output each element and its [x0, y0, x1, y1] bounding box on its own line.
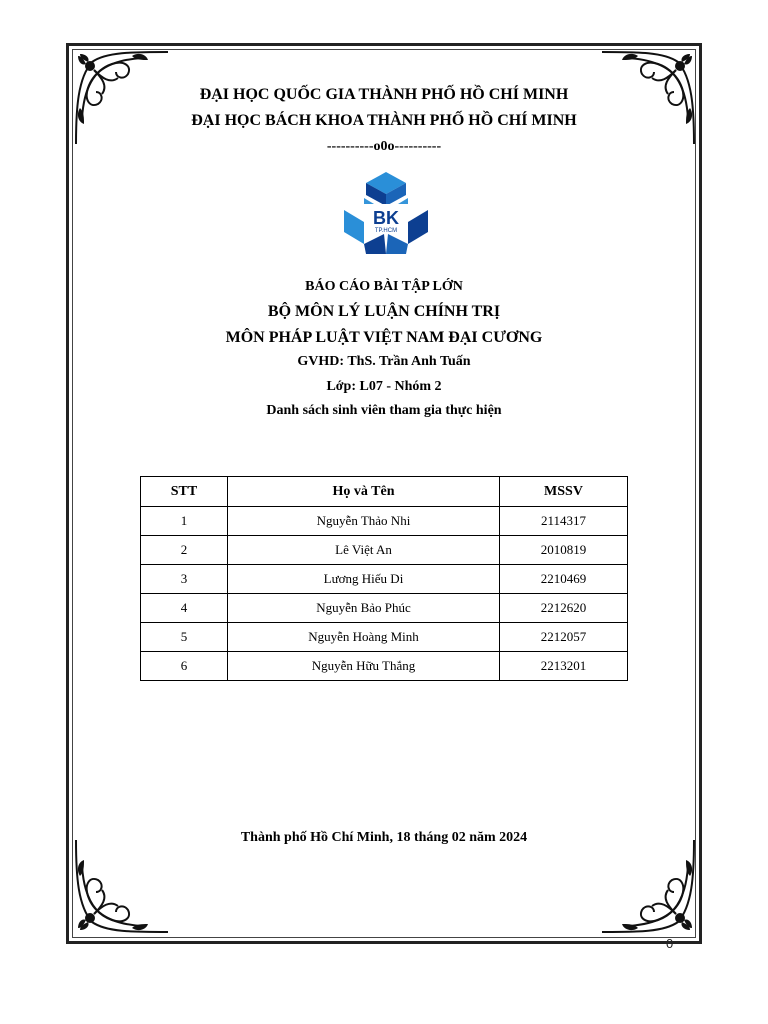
logo-sub-text: TP.HCM: [374, 228, 398, 234]
row-mssv: 2213201: [500, 652, 628, 681]
table-row: [141, 507, 628, 536]
page-number: 0: [666, 936, 674, 951]
row-mssv: 2114317: [500, 507, 628, 536]
row-name: Nguyễn Hữu Thắng: [228, 652, 500, 681]
row-stt: 4: [141, 594, 228, 623]
row-mssv: 2212620: [500, 594, 628, 623]
subject-name: MÔN PHÁP LUẬT VIỆT NAM ĐẠI CƯƠNG: [225, 329, 543, 346]
row-name: Nguyễn Bảo Phúc: [228, 594, 500, 623]
row-name: Lương Hiếu Di: [228, 565, 500, 594]
member-table: [140, 476, 628, 681]
title-separator: ----------o0o----------: [326, 139, 442, 154]
row-stt: 1: [141, 507, 228, 536]
table-row: [141, 565, 628, 594]
column-header-mssv: MSSV: [500, 477, 628, 507]
row-name: Nguyễn Hoàng Minh: [228, 623, 500, 652]
row-mssv: 2212057: [500, 623, 628, 652]
row-name: Nguyễn Thảo Nhi: [228, 507, 500, 536]
row-stt: 2: [141, 536, 228, 565]
instructor-line: GVHD: ThS. Trần Anh Tuấn: [297, 354, 471, 369]
row-mssv: 2210469: [500, 565, 628, 594]
department-name: BỘ MÔN LÝ LUẬN CHÍNH TRỊ: [267, 303, 501, 320]
table-row: [141, 623, 628, 652]
table-row: [141, 594, 628, 623]
table-row: [141, 652, 628, 681]
row-stt: 3: [141, 565, 228, 594]
column-header-name: Họ và Tên: [228, 477, 500, 507]
row-stt: 6: [141, 652, 228, 681]
place-date-line: Thành phố Hồ Chí Minh, 18 tháng 02 năm 2024: [240, 830, 528, 845]
table-row: [141, 536, 628, 565]
ornament-corner-icon: [598, 836, 698, 936]
bk-logo-icon: [336, 170, 436, 256]
ornament-corner-icon: [72, 836, 172, 936]
class-group-line: Lớp: L07 - Nhóm 2: [326, 379, 442, 394]
row-stt: 5: [141, 623, 228, 652]
row-name: Lê Việt An: [228, 536, 500, 565]
university-name: ĐẠI HỌC QUỐC GIA THÀNH PHỐ HỒ CHÍ MINH: [199, 86, 569, 103]
logo-main-text: BK: [373, 208, 399, 228]
report-type: BÁO CÁO BÀI TẬP LỚN: [305, 279, 463, 294]
column-header-stt: STT: [141, 477, 228, 507]
member-list-title: Danh sách sinh viên tham gia thực hiện: [266, 403, 502, 418]
row-mssv: 2010819: [500, 536, 628, 565]
table-header-row: [141, 477, 628, 507]
school-name: ĐẠI HỌC BÁCH KHOA THÀNH PHỐ HỒ CHÍ MINH: [191, 112, 577, 129]
